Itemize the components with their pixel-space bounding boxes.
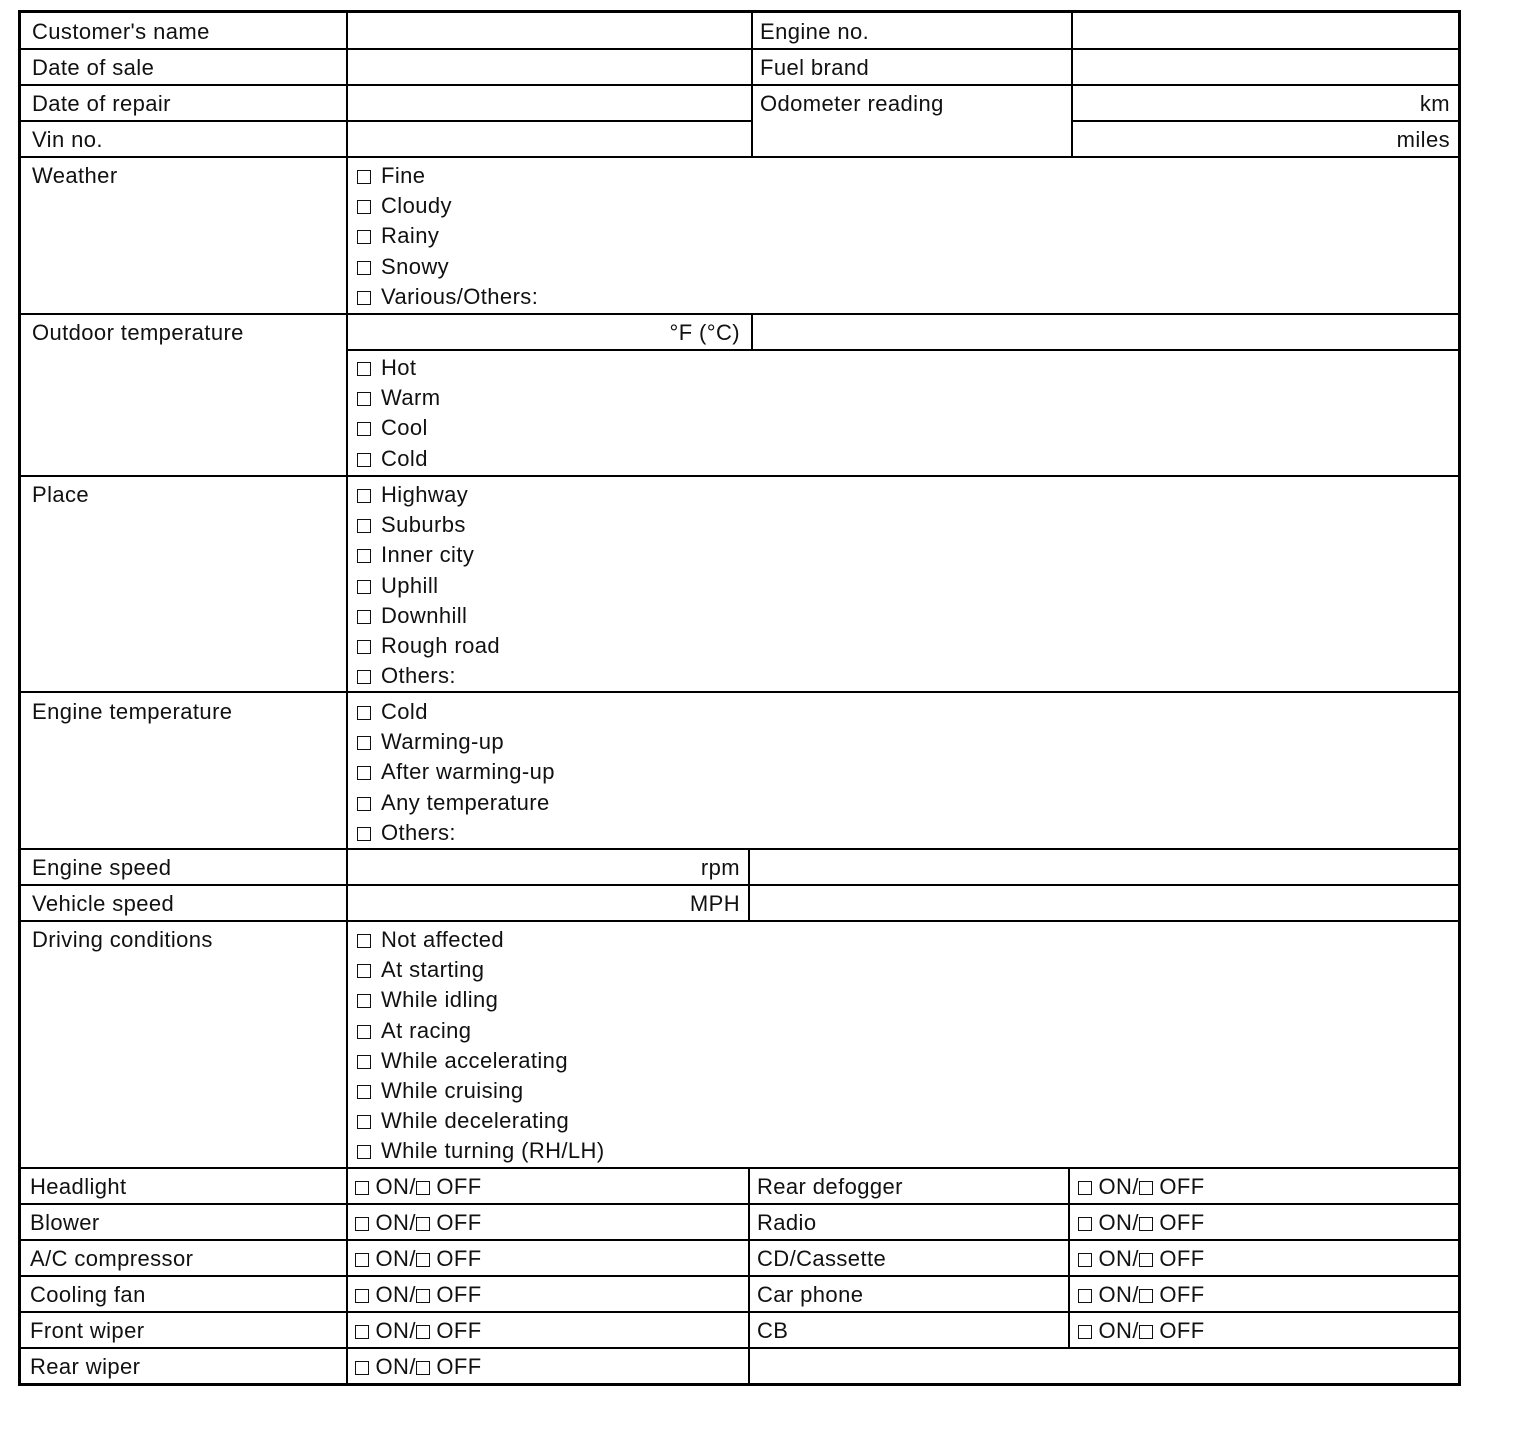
- list-item[interactable]: [357, 161, 538, 191]
- on-checkbox[interactable]: [355, 1289, 369, 1303]
- radio-on-off: [1078, 1208, 1205, 1238]
- list-item[interactable]: [357, 788, 555, 818]
- off-label: OFF: [436, 1210, 482, 1235]
- off-checkbox[interactable]: [1139, 1181, 1153, 1195]
- odometer-miles-unit: miles: [1396, 127, 1450, 152]
- checkbox[interactable]: [357, 362, 371, 376]
- column-divider: [751, 313, 753, 351]
- on-checkbox[interactable]: [1078, 1325, 1092, 1339]
- option-label: Others:: [381, 663, 456, 689]
- off-label: OFF: [1159, 1282, 1205, 1307]
- divider: [21, 691, 1458, 693]
- divider: [21, 156, 1458, 158]
- list-item[interactable]: [357, 353, 440, 383]
- list-item[interactable]: [357, 221, 538, 251]
- vehicle-speed-label: Vehicle speed: [32, 891, 175, 916]
- on-label: ON/: [1098, 1318, 1139, 1343]
- divider: [21, 1347, 1458, 1349]
- option-label: Suburbs: [381, 512, 466, 538]
- blower-label: Blower: [30, 1210, 100, 1235]
- list-item[interactable]: [357, 985, 605, 1015]
- engine-temperature-options: [357, 697, 555, 848]
- engine-temperature-label: Engine temperature: [32, 699, 233, 724]
- on-checkbox[interactable]: [355, 1181, 369, 1195]
- option-label: While idling: [381, 987, 499, 1013]
- option-label: While decelerating: [381, 1108, 570, 1134]
- option-label: While cruising: [381, 1077, 524, 1103]
- list-item[interactable]: [357, 818, 555, 848]
- cooling-fan-on-off: [355, 1280, 482, 1310]
- vin-no-label: Vin no.: [32, 127, 103, 152]
- on-checkbox[interactable]: [355, 1253, 369, 1267]
- checkbox[interactable]: [357, 706, 371, 720]
- option-label: While accelerating: [381, 1047, 568, 1073]
- customer-name-label: Customer's name: [32, 19, 210, 44]
- divider: [1071, 120, 1458, 122]
- off-checkbox[interactable]: [1139, 1289, 1153, 1303]
- list-item[interactable]: [357, 631, 500, 661]
- list-item[interactable]: [357, 727, 555, 757]
- divider: [21, 920, 1458, 922]
- divider: [21, 120, 751, 122]
- list-item[interactable]: [357, 383, 440, 413]
- on-label: ON/: [1098, 1282, 1139, 1307]
- checkbox[interactable]: [357, 670, 371, 684]
- off-checkbox[interactable]: [416, 1181, 430, 1195]
- on-label: ON/: [1098, 1246, 1139, 1271]
- divider: [21, 1275, 1458, 1277]
- list-item[interactable]: [357, 480, 500, 510]
- column-divider: [346, 13, 348, 1383]
- option-label: Rough road: [381, 632, 500, 658]
- cooling-fan-label: Cooling fan: [30, 1282, 146, 1307]
- on-label: ON/: [1098, 1174, 1139, 1199]
- front-wiper-label: Front wiper: [30, 1318, 145, 1343]
- on-label: ON/: [375, 1246, 416, 1271]
- off-label: OFF: [1159, 1174, 1205, 1199]
- list-item[interactable]: [357, 413, 440, 443]
- list-item[interactable]: [357, 661, 500, 691]
- ac-compressor-label: A/C compressor: [30, 1246, 194, 1271]
- checkbox[interactable]: [357, 1055, 371, 1069]
- off-checkbox[interactable]: [416, 1217, 430, 1231]
- option-label: After warming-up: [381, 759, 555, 785]
- checkbox[interactable]: [357, 766, 371, 780]
- divider: [346, 349, 1458, 351]
- cd-cassette-on-off: [1078, 1244, 1205, 1274]
- option-label: Warming-up: [381, 729, 504, 755]
- off-checkbox[interactable]: [416, 1253, 430, 1267]
- on-label: ON/: [375, 1210, 416, 1235]
- list-item[interactable]: [357, 540, 500, 570]
- divider: [21, 313, 1458, 315]
- list-item[interactable]: [357, 925, 605, 955]
- rear-wiper-on-off: [355, 1352, 482, 1382]
- off-checkbox[interactable]: [1139, 1325, 1153, 1339]
- column-divider: [1068, 1167, 1070, 1349]
- list-item[interactable]: [357, 1016, 605, 1046]
- odometer-km-unit: km: [1419, 91, 1450, 116]
- option-label: Uphill: [381, 572, 439, 598]
- list-item[interactable]: [357, 444, 440, 474]
- checkbox[interactable]: [357, 934, 371, 948]
- checkbox[interactable]: [357, 640, 371, 654]
- list-item[interactable]: [357, 697, 555, 727]
- list-item[interactable]: [357, 191, 538, 221]
- divider: [21, 848, 1458, 850]
- rear-defogger-label: Rear defogger: [757, 1174, 903, 1199]
- engine-no-label: Engine no.: [760, 19, 870, 44]
- checkbox[interactable]: [357, 827, 371, 841]
- weather-label: Weather: [32, 163, 118, 188]
- column-divider: [748, 848, 750, 922]
- on-checkbox[interactable]: [355, 1325, 369, 1339]
- on-label: ON/: [375, 1318, 416, 1343]
- on-checkbox[interactable]: [1078, 1181, 1092, 1195]
- option-label: At starting: [381, 957, 485, 983]
- option-label: Various/Others:: [381, 283, 539, 309]
- on-checkbox[interactable]: [1078, 1217, 1092, 1231]
- cb-label: CB: [757, 1318, 789, 1343]
- column-divider: [751, 13, 753, 158]
- option-label: Warm: [381, 385, 441, 411]
- radio-label: Radio: [757, 1210, 817, 1235]
- checkbox[interactable]: [357, 580, 371, 594]
- off-checkbox[interactable]: [1139, 1253, 1153, 1267]
- divider: [21, 884, 1458, 886]
- list-item[interactable]: [357, 252, 538, 282]
- driving-conditions-label: Driving conditions: [32, 927, 213, 952]
- cd-cassette-label: CD/Cassette: [757, 1246, 887, 1271]
- off-checkbox[interactable]: [416, 1361, 430, 1375]
- on-checkbox[interactable]: [355, 1361, 369, 1375]
- blower-on-off: [355, 1208, 482, 1238]
- on-checkbox[interactable]: [355, 1217, 369, 1231]
- checkbox[interactable]: [357, 489, 371, 503]
- column-divider: [1071, 13, 1073, 158]
- cb-on-off: [1078, 1316, 1205, 1346]
- front-wiper-on-off: [355, 1316, 482, 1346]
- on-checkbox[interactable]: [1078, 1253, 1092, 1267]
- checkbox[interactable]: [357, 610, 371, 624]
- list-item[interactable]: [357, 510, 500, 540]
- option-label: While turning (RH/LH): [381, 1138, 605, 1164]
- option-label: Highway: [381, 482, 469, 507]
- list-item[interactable]: [357, 955, 605, 985]
- divider: [21, 1203, 1458, 1205]
- off-label: OFF: [436, 1282, 482, 1307]
- headlight-label: Headlight: [30, 1174, 127, 1199]
- driving-conditions-options: [357, 925, 605, 1167]
- checkbox[interactable]: [357, 1115, 371, 1129]
- option-label: Cool: [381, 415, 428, 441]
- option-label: Inner city: [381, 542, 475, 568]
- vehicle-speed-unit: MPH: [689, 891, 740, 916]
- list-item[interactable]: [357, 1106, 605, 1136]
- list-item[interactable]: [357, 1046, 605, 1076]
- divider: [21, 1311, 1458, 1313]
- checkbox[interactable]: [357, 200, 371, 214]
- checkbox[interactable]: [357, 549, 371, 563]
- list-item[interactable]: [357, 282, 538, 312]
- off-label: OFF: [436, 1318, 482, 1343]
- option-label: Cold: [381, 445, 428, 471]
- off-label: OFF: [1159, 1318, 1205, 1343]
- option-label: Cloudy: [381, 193, 452, 219]
- place-label: Place: [32, 482, 90, 507]
- checkbox[interactable]: [357, 519, 371, 533]
- checkbox[interactable]: [357, 1025, 371, 1039]
- checkbox[interactable]: [357, 797, 371, 811]
- temperature-unit: °F (°C): [669, 320, 740, 345]
- on-label: ON/: [375, 1354, 416, 1379]
- weather-options: [357, 161, 538, 312]
- on-label: ON/: [1098, 1210, 1139, 1235]
- option-label: Fine: [381, 163, 426, 188]
- column-divider: [748, 1167, 750, 1383]
- off-label: OFF: [1159, 1210, 1205, 1235]
- checkbox[interactable]: [357, 261, 371, 275]
- off-checkbox[interactable]: [416, 1289, 430, 1303]
- rear-defogger-on-off: [1078, 1172, 1205, 1202]
- divider: [21, 475, 1458, 477]
- outdoor-temperature-options: [357, 353, 440, 474]
- checkbox[interactable]: [357, 453, 371, 467]
- fuel-brand-label: Fuel brand: [760, 55, 870, 80]
- checkbox[interactable]: [357, 1145, 371, 1159]
- checkbox[interactable]: [357, 392, 371, 406]
- on-checkbox[interactable]: [1078, 1289, 1092, 1303]
- option-label: Cold: [381, 699, 428, 724]
- off-checkbox[interactable]: [1139, 1217, 1153, 1231]
- place-options: [357, 480, 500, 691]
- list-item[interactable]: [357, 757, 555, 787]
- divider: [21, 1239, 1458, 1241]
- off-label: OFF: [436, 1246, 482, 1271]
- outdoor-temperature-label: Outdoor temperature: [32, 320, 244, 345]
- car-phone-label: Car phone: [757, 1282, 864, 1307]
- option-label: Not affected: [381, 927, 505, 952]
- on-label: ON/: [375, 1282, 416, 1307]
- checkbox[interactable]: [357, 964, 371, 978]
- list-item[interactable]: [357, 571, 500, 601]
- list-item[interactable]: [357, 1136, 605, 1166]
- checkbox[interactable]: [357, 230, 371, 244]
- off-label: OFF: [436, 1354, 482, 1379]
- date-of-sale-label: Date of sale: [32, 55, 155, 80]
- list-item[interactable]: [357, 601, 500, 631]
- rear-wiper-label: Rear wiper: [30, 1354, 141, 1379]
- option-label: At racing: [381, 1017, 472, 1043]
- off-label: OFF: [1159, 1246, 1205, 1271]
- checkbox[interactable]: [357, 1085, 371, 1099]
- vehicle-condition-form: [18, 10, 1461, 1386]
- divider: [21, 48, 1458, 50]
- option-label: Snowy: [381, 253, 450, 279]
- checkbox[interactable]: [357, 291, 371, 305]
- headlight-on-off: [355, 1172, 482, 1202]
- checkbox[interactable]: [357, 994, 371, 1008]
- date-of-repair-label: Date of repair: [32, 91, 171, 116]
- option-label: Hot: [381, 355, 417, 380]
- checkbox[interactable]: [357, 736, 371, 750]
- off-label: OFF: [436, 1174, 482, 1199]
- list-item[interactable]: [357, 1076, 605, 1106]
- off-checkbox[interactable]: [416, 1325, 430, 1339]
- odometer-reading-label: Odometer reading: [760, 91, 944, 116]
- option-label: Others:: [381, 819, 456, 845]
- engine-speed-unit: rpm: [700, 855, 740, 880]
- engine-speed-label: Engine speed: [32, 855, 172, 880]
- divider: [21, 1167, 1458, 1169]
- option-label: Any temperature: [381, 789, 550, 815]
- option-label: Downhill: [381, 602, 468, 628]
- on-label: ON/: [375, 1174, 416, 1199]
- checkbox[interactable]: [357, 422, 371, 436]
- divider: [21, 84, 1458, 86]
- option-label: Rainy: [381, 223, 440, 249]
- checkbox[interactable]: [357, 170, 371, 184]
- car-phone-on-off: [1078, 1280, 1205, 1310]
- ac-compressor-on-off: [355, 1244, 482, 1274]
